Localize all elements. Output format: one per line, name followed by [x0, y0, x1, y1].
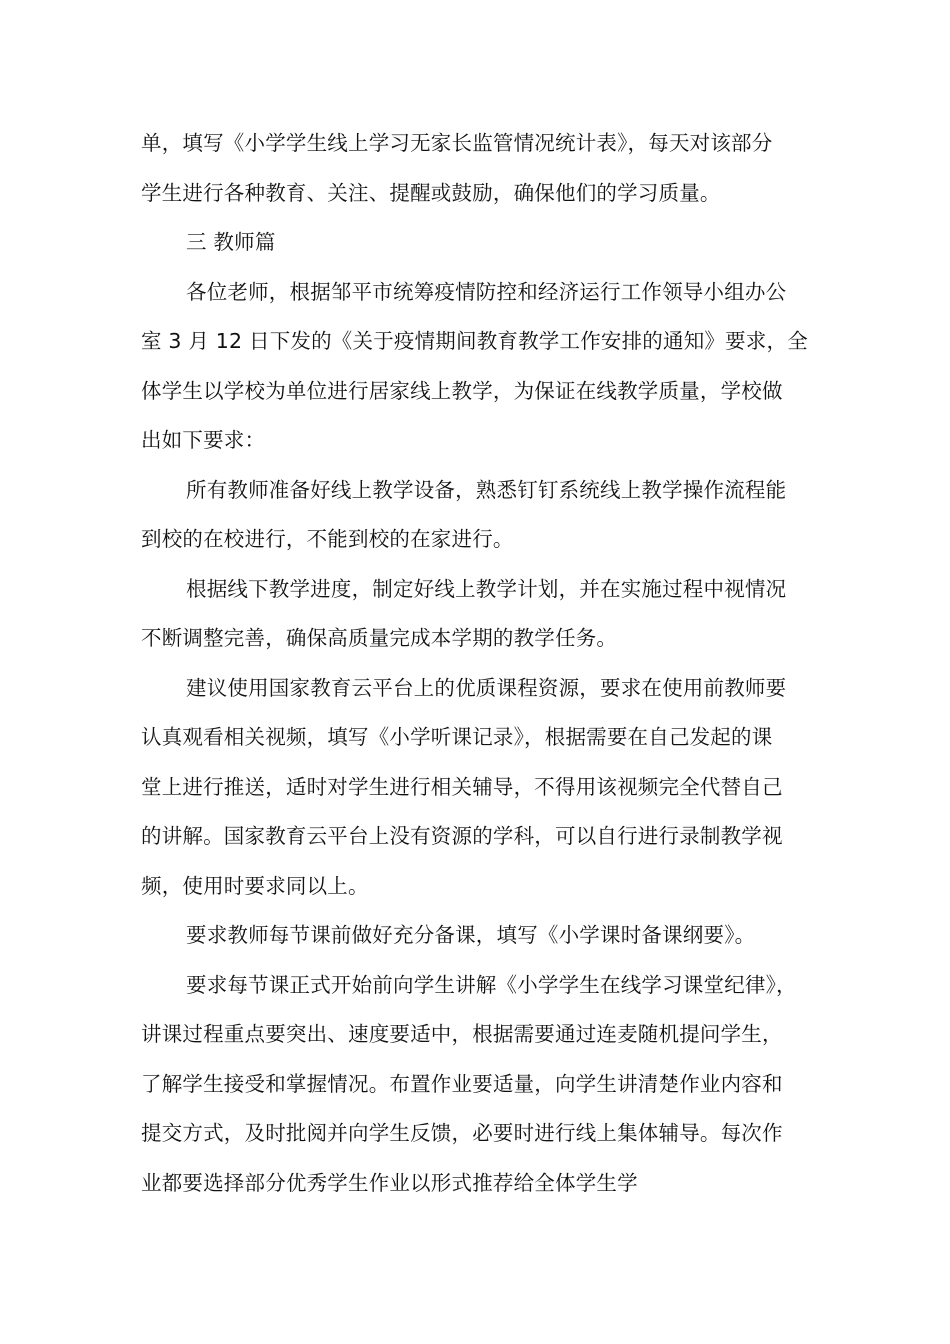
- text-line: 要求教师每节课前做好充分备课，填写《小学课时备课纲要》。: [186, 923, 756, 947]
- text-line: 各位老师，根据邹平市统筹疫情防控和经济运行工作领导小组办公: [186, 280, 787, 304]
- text-line: 出如下要求：: [141, 428, 266, 452]
- text-line: 了解学生接受和掌握情况。布置作业要适量，向学生讲清楚作业内容和: [141, 1072, 783, 1096]
- text-line: 的讲解。国家教育云平台上没有资源的学科，可以自行进行录制教学视: [141, 824, 783, 848]
- section-heading: 三 教师篇: [186, 230, 276, 254]
- text-line: 不断调整完善，确保高质量完成本学期的教学任务。: [141, 626, 618, 650]
- text-line: 体学生以学校为单位进行居家线上教学，为保证在线教学质量，学校做: [141, 379, 783, 403]
- text-line: 业都要选择部分优秀学生作业以形式推荐给全体学生学: [141, 1171, 638, 1195]
- text-line: 学生进行各种教育、关注、提醒或鼓励，确保他们的学习质量。: [141, 181, 721, 205]
- text-line: 单，填写《小学学生线上学习无家长监管情况统计表》，每天对该部分: [141, 131, 773, 155]
- text-line: 认真观看相关视频，填写《小学听课记录》，根据需要在自己发起的课: [141, 725, 773, 749]
- text-line: 根据线下教学进度，制定好线上教学计划，并在实施过程中视情况: [186, 577, 787, 601]
- text-line: 提交方式，及时批阅并向学生反馈，必要时进行线上集体辅导。每次作: [141, 1121, 783, 1145]
- text-line: 到校的在校进行，不能到校的在家进行。: [141, 527, 514, 551]
- text-line: 要求每节课正式开始前向学生讲解《小学学生在线学习课堂纪律》，: [186, 973, 797, 997]
- text-line: 堂上进行推送，适时对学生进行相关辅导，不得用该视频完全代替自己: [141, 775, 783, 799]
- text-line: 建议使用国家教育云平台上的优质课程资源，要求在使用前教师要: [186, 676, 787, 700]
- text-line: 所有教师准备好线上教学设备，熟悉钉钉系统线上教学操作流程能: [186, 478, 787, 502]
- text-line: 讲课过程重点要突出、速度要适中，根据需要通过连麦随机提问学生，: [141, 1022, 783, 1046]
- text-line: 频，使用时要求同以上。: [141, 874, 369, 898]
- text-line: 室 3 月 12 日下发的《关于疫情期间教育教学工作安排的通知》要求，全: [141, 329, 808, 353]
